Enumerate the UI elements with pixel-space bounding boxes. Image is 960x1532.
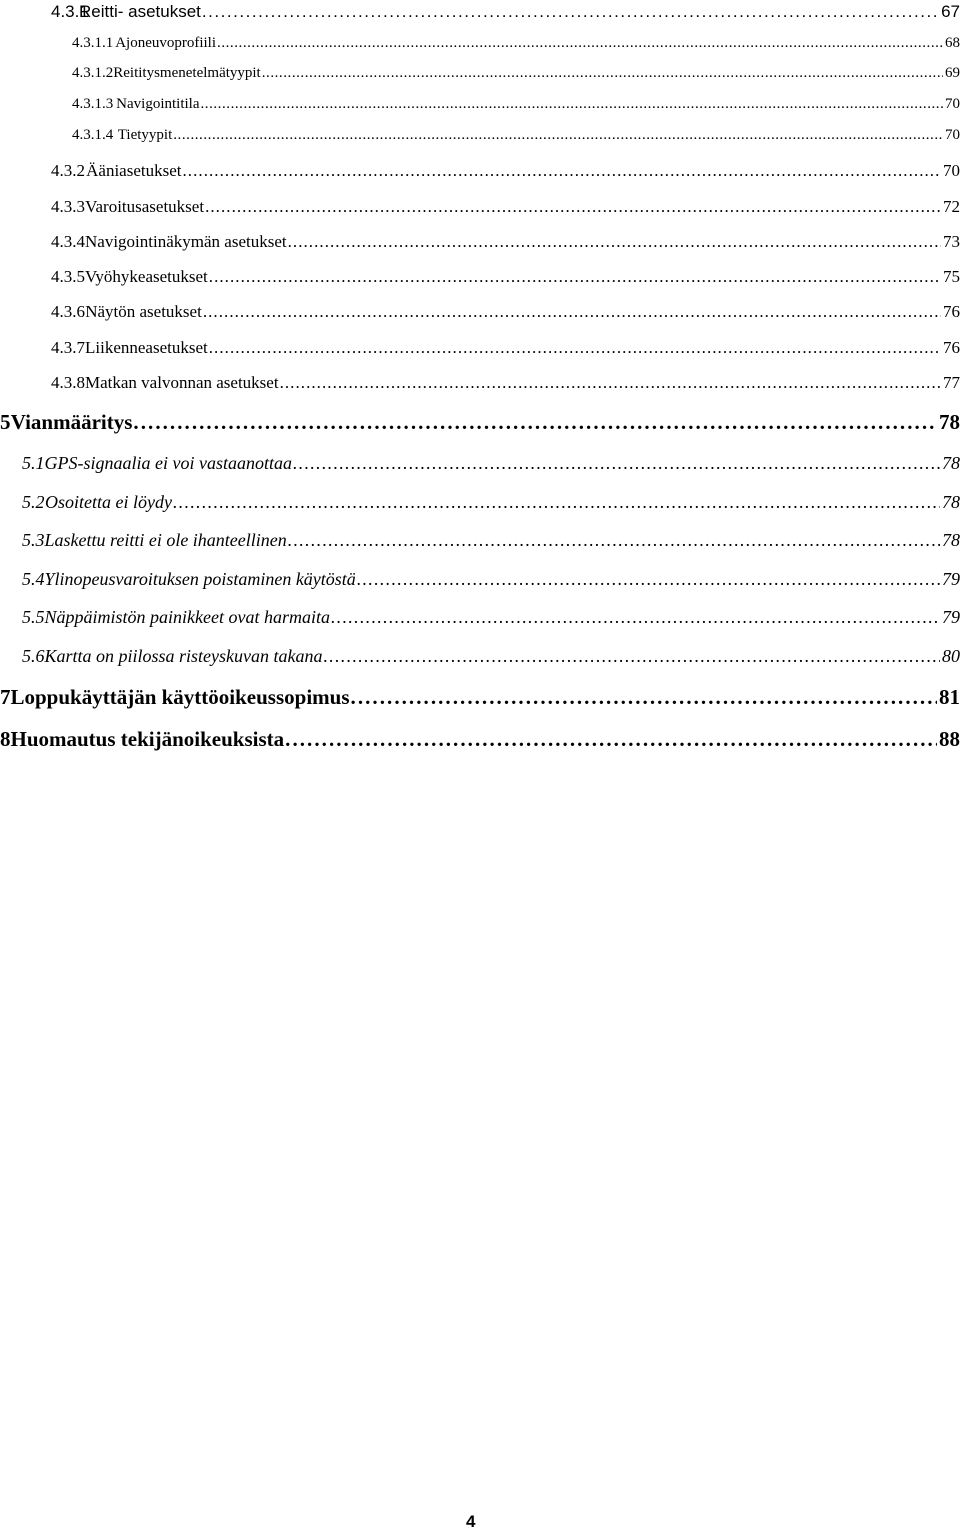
toc-title: Liikenneasetukset xyxy=(85,338,208,357)
toc-page: 78 xyxy=(939,410,960,434)
dot-leader xyxy=(202,2,939,22)
toc-page: 70 xyxy=(945,96,960,112)
toc-page: 78 xyxy=(942,530,960,550)
toc-title: Reitti- asetukset xyxy=(79,2,201,21)
dot-leader xyxy=(324,646,941,667)
toc-entry-8[interactable] xyxy=(0,727,960,752)
toc-entry-4-3-5[interactable] xyxy=(51,267,960,287)
dot-leader xyxy=(285,727,937,752)
toc-page: 72 xyxy=(943,197,960,216)
toc-page: 77 xyxy=(943,373,960,392)
toc-entry-5-4[interactable] xyxy=(22,569,960,590)
toc-page: 73 xyxy=(943,232,960,251)
dot-leader xyxy=(200,96,943,113)
toc-number: 5.5 xyxy=(22,607,45,627)
toc-number: 4.3.7 xyxy=(51,338,85,357)
toc-title: Näytön asetukset xyxy=(85,302,202,321)
toc-title: Navigointitila xyxy=(116,96,200,112)
dot-leader xyxy=(262,65,943,82)
dot-leader xyxy=(288,530,940,551)
toc-number: 4.3.1.4 xyxy=(72,127,114,143)
toc-page: 69 xyxy=(945,65,960,81)
toc-title: Navigointinäkymän asetukset xyxy=(85,232,287,251)
toc-page: 78 xyxy=(942,492,960,512)
toc-title: Osoitetta ei löydy xyxy=(45,492,172,512)
toc-page: 68 xyxy=(945,35,960,51)
dot-leader xyxy=(183,161,942,181)
toc-title: Vianmääritys xyxy=(10,410,133,434)
toc-entry-4-3-2[interactable] xyxy=(51,161,960,181)
toc-page: 70 xyxy=(943,161,960,180)
dot-leader xyxy=(288,232,941,252)
toc-page: 80 xyxy=(942,646,960,666)
toc-number: 4.3.1.3 xyxy=(72,96,114,112)
toc-number: 5.1 xyxy=(22,453,45,473)
toc-entry-4-3-3[interactable] xyxy=(51,197,960,217)
toc-entry-5[interactable] xyxy=(0,410,960,435)
toc-number: 4.3.2 xyxy=(51,161,85,180)
dot-leader xyxy=(357,569,940,590)
toc-title: Kartta on piilossa risteyskuvan takana xyxy=(44,646,323,666)
toc-title: Huomautus tekijänoikeuksista xyxy=(10,727,285,751)
toc-entry-4-3-1-1[interactable] xyxy=(72,35,960,52)
toc-title: Ylinopeusvaroituksen poistaminen käytöstä xyxy=(44,569,356,589)
toc-entry-4-3-1-4[interactable] xyxy=(72,127,960,144)
toc-page: 78 xyxy=(942,453,960,473)
toc-entry-4-3-4[interactable] xyxy=(51,232,960,252)
toc-entry-4-3-1[interactable] xyxy=(51,2,960,22)
toc-page: 88 xyxy=(939,727,960,751)
toc-entry-4-3-7[interactable] xyxy=(51,338,960,358)
dot-leader xyxy=(351,685,937,710)
toc-title: Ajoneuvoprofiili xyxy=(115,35,217,51)
toc-title: Näppäimistön painikkeet ovat harmaita xyxy=(44,607,330,627)
toc-number: 5.4 xyxy=(22,569,45,589)
toc-title: Ääniasetukset xyxy=(86,161,182,180)
toc-entry-5-5[interactable] xyxy=(22,607,960,628)
toc-title: Varoitusasetukset xyxy=(85,197,205,216)
dot-leader xyxy=(173,127,943,144)
toc-entry-5-6[interactable] xyxy=(22,646,960,667)
toc-page: 81 xyxy=(939,685,960,709)
toc-title: Tietyypit xyxy=(117,127,173,143)
toc-entry-5-3[interactable] xyxy=(22,530,960,551)
dot-leader xyxy=(173,492,940,513)
dot-leader xyxy=(209,338,941,358)
dot-leader xyxy=(280,373,941,393)
dot-leader xyxy=(217,35,943,52)
page-number: 4 xyxy=(466,1512,476,1531)
toc-number: 5.3 xyxy=(22,530,45,550)
toc-number: 4.3.8 xyxy=(51,373,85,392)
toc-number: 4.3.4 xyxy=(51,232,85,251)
toc-page: 76 xyxy=(943,302,960,321)
toc-page: 79 xyxy=(942,569,960,589)
toc-title: Reititysmenetelmätyypit xyxy=(113,65,261,81)
toc-number: 4.3.1.2 xyxy=(72,65,114,81)
dot-leader xyxy=(293,453,940,474)
toc-page: 76 xyxy=(943,338,960,357)
toc-page: 75 xyxy=(943,267,960,286)
toc-number: 8 xyxy=(0,727,11,751)
dot-leader xyxy=(331,607,940,628)
toc-title: Loppukäyttäjän käyttöoikeussopimus xyxy=(10,685,350,709)
toc-title: Laskettu reitti ei ole ihanteellinen xyxy=(44,530,287,550)
toc-entry-4-3-1-2[interactable] xyxy=(72,65,960,82)
toc-number: 5.6 xyxy=(22,646,45,666)
toc-entry-4-3-1-3[interactable] xyxy=(72,96,960,113)
toc-title: GPS-signaalia ei voi vastaanottaa xyxy=(44,453,292,473)
toc-page: 67 xyxy=(941,2,960,21)
toc-number: 4.3.3 xyxy=(51,197,85,216)
dot-leader xyxy=(205,197,941,217)
dot-leader xyxy=(203,302,941,322)
toc-entry-4-3-6[interactable] xyxy=(51,302,960,322)
toc-number: 4.3.6 xyxy=(51,302,85,321)
toc-number: 5 xyxy=(0,410,11,434)
toc-page: 79 xyxy=(942,607,960,627)
toc-number: 4.3.1.1 xyxy=(72,35,114,51)
toc-entry-5-1[interactable] xyxy=(22,453,960,474)
toc-entry-7[interactable] xyxy=(0,685,960,710)
toc-number: 4.3.5 xyxy=(51,267,85,286)
toc-title: Matkan valvonnan asetukset xyxy=(85,373,279,392)
toc-entry-4-3-8[interactable] xyxy=(51,373,960,393)
toc-number: 4.3.1 xyxy=(51,2,89,21)
toc-title: Vyöhykeasetukset xyxy=(85,267,208,286)
toc-page: 70 xyxy=(945,127,960,143)
toc-entry-5-2[interactable] xyxy=(22,492,960,513)
dot-leader xyxy=(209,267,941,287)
toc-number: 5.2 xyxy=(22,492,45,512)
dot-leader xyxy=(133,410,937,435)
toc-number: 7 xyxy=(0,685,11,709)
